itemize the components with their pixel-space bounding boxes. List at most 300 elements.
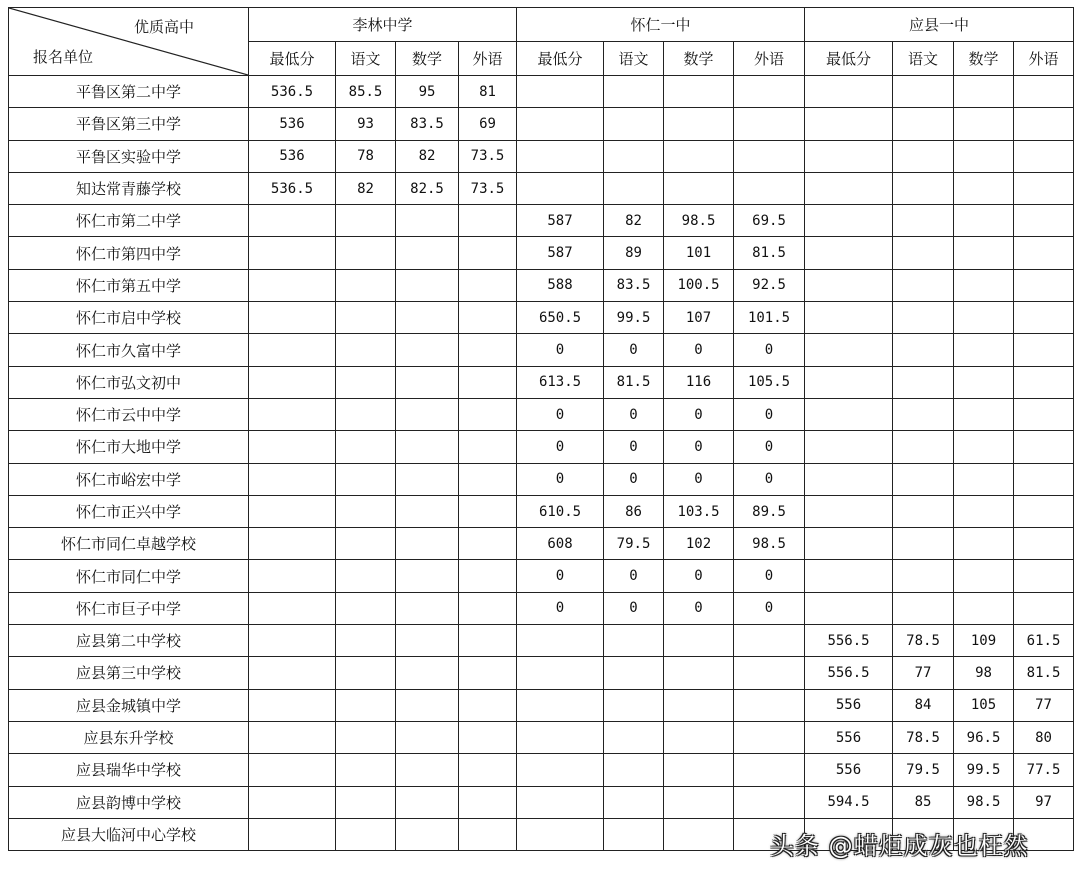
score-cell: 78.5 <box>893 721 954 753</box>
subcol-english: 外语 <box>459 42 517 76</box>
table-row <box>9 721 1074 753</box>
unit-name-cell: 应县金城镇中学 <box>9 689 249 721</box>
score-cell <box>664 786 734 818</box>
score-cell: 587 <box>517 205 604 237</box>
unit-name-cell: 应县东升学校 <box>9 721 249 753</box>
subcol-chinese: 语文 <box>604 42 664 76</box>
score-cell: 556.5 <box>805 657 893 689</box>
score-cell: 83.5 <box>396 108 459 140</box>
unit-name-cell: 知达常青藤学校 <box>9 172 249 204</box>
score-cell <box>336 205 396 237</box>
score-cell <box>954 398 1014 430</box>
score-cell <box>664 625 734 657</box>
score-cell <box>954 172 1014 204</box>
score-cell <box>249 334 336 366</box>
score-cell <box>664 108 734 140</box>
score-cell <box>396 657 459 689</box>
score-cell: 608 <box>517 528 604 560</box>
unit-name-cell: 应县韵博中学校 <box>9 786 249 818</box>
score-cell <box>805 140 893 172</box>
table-row <box>9 560 1074 592</box>
score-cell: 95 <box>396 76 459 108</box>
score-cell <box>249 657 336 689</box>
score-cell <box>336 463 396 495</box>
score-cell <box>336 431 396 463</box>
unit-name-cell: 怀仁市第四中学 <box>9 237 249 269</box>
score-cell <box>249 560 336 592</box>
subcol-min-score: 最低分 <box>249 42 336 76</box>
score-cell <box>396 237 459 269</box>
score-cell <box>249 689 336 721</box>
score-cell <box>517 108 604 140</box>
score-cell: 0 <box>734 334 805 366</box>
score-cell <box>954 592 1014 624</box>
unit-name-cell: 怀仁市久富中学 <box>9 334 249 366</box>
score-cell <box>459 721 517 753</box>
score-cell <box>1014 528 1074 560</box>
score-cell <box>604 657 664 689</box>
score-cell <box>734 172 805 204</box>
score-cell <box>954 560 1014 592</box>
table-row <box>9 172 1074 204</box>
table-row <box>9 689 1074 721</box>
table-row <box>9 302 1074 334</box>
score-cell <box>249 205 336 237</box>
score-cell <box>734 140 805 172</box>
score-cell <box>805 302 893 334</box>
score-cell: 89 <box>604 237 664 269</box>
score-cell: 0 <box>734 431 805 463</box>
subcol-math: 数学 <box>664 42 734 76</box>
score-cell: 82 <box>396 140 459 172</box>
score-cell: 69 <box>459 108 517 140</box>
score-cell <box>336 592 396 624</box>
subcol-math: 数学 <box>954 42 1014 76</box>
score-cell <box>1014 140 1074 172</box>
score-cell <box>1014 560 1074 592</box>
unit-name-cell: 怀仁市巨子中学 <box>9 592 249 624</box>
score-cell <box>396 754 459 786</box>
score-cell <box>893 398 954 430</box>
unit-name-cell: 怀仁市峪宏中学 <box>9 463 249 495</box>
unit-name-cell: 应县大临河中心学校 <box>9 818 249 850</box>
score-cell: 82.5 <box>396 172 459 204</box>
score-cell <box>1014 76 1074 108</box>
score-cell <box>336 560 396 592</box>
table-row <box>9 76 1074 108</box>
corner-header-cell <box>9 8 249 76</box>
table-row <box>9 625 1074 657</box>
score-cell <box>604 754 664 786</box>
score-cell: 105 <box>954 689 1014 721</box>
score-cell <box>954 205 1014 237</box>
score-cell <box>517 625 604 657</box>
score-cell: 103.5 <box>664 495 734 527</box>
score-cell <box>954 140 1014 172</box>
score-cell: 69.5 <box>734 205 805 237</box>
score-cell <box>459 205 517 237</box>
score-cell: 0 <box>664 592 734 624</box>
score-cell <box>893 172 954 204</box>
subcol-chinese: 语文 <box>336 42 396 76</box>
score-cell: 556 <box>805 721 893 753</box>
table-row <box>9 786 1074 818</box>
score-cell <box>249 528 336 560</box>
score-cell: 556.5 <box>805 625 893 657</box>
score-cell <box>734 721 805 753</box>
score-cell <box>954 237 1014 269</box>
score-cell <box>396 398 459 430</box>
score-cell <box>893 205 954 237</box>
score-cell <box>249 592 336 624</box>
score-cell: 556 <box>805 689 893 721</box>
score-cell <box>336 237 396 269</box>
table-row <box>9 495 1074 527</box>
score-cell: 97 <box>1014 786 1074 818</box>
unit-name-cell: 怀仁市第五中学 <box>9 269 249 301</box>
score-cell: 78.5 <box>893 625 954 657</box>
score-cell <box>893 366 954 398</box>
score-cell <box>396 431 459 463</box>
score-cell: 85 <box>893 786 954 818</box>
score-cell: 0 <box>734 463 805 495</box>
score-cell <box>664 140 734 172</box>
school-header-huairen: 怀仁一中 <box>517 8 805 42</box>
score-cell: 116 <box>664 366 734 398</box>
score-cell <box>249 818 336 850</box>
score-cell <box>396 818 459 850</box>
score-cell <box>249 721 336 753</box>
score-cell <box>249 431 336 463</box>
score-cell: 81.5 <box>1014 657 1074 689</box>
score-cell: 587 <box>517 237 604 269</box>
score-cell: 82 <box>336 172 396 204</box>
score-cell <box>664 818 734 850</box>
score-cell <box>893 334 954 366</box>
score-cell <box>734 625 805 657</box>
score-cell <box>1014 366 1074 398</box>
score-cell: 73.5 <box>459 172 517 204</box>
score-cell <box>459 786 517 818</box>
score-cell <box>459 818 517 850</box>
score-cell: 0 <box>604 560 664 592</box>
score-cell <box>396 560 459 592</box>
score-cell <box>396 592 459 624</box>
score-cell <box>734 786 805 818</box>
score-cell: 0 <box>734 592 805 624</box>
score-cell <box>664 754 734 786</box>
score-cell <box>805 269 893 301</box>
score-cell <box>459 528 517 560</box>
score-cell: 93 <box>336 108 396 140</box>
unit-name-cell: 应县瑞华中学校 <box>9 754 249 786</box>
unit-name-cell: 应县第二中学校 <box>9 625 249 657</box>
score-cell: 98 <box>954 657 1014 689</box>
score-cell: 89.5 <box>734 495 805 527</box>
score-cell: 102 <box>664 528 734 560</box>
score-cell <box>336 721 396 753</box>
score-cell <box>517 818 604 850</box>
score-cell <box>249 495 336 527</box>
score-cell <box>734 754 805 786</box>
score-cell: 85.5 <box>336 76 396 108</box>
score-cell: 0 <box>517 592 604 624</box>
score-cell: 77.5 <box>1014 754 1074 786</box>
score-cell: 650.5 <box>517 302 604 334</box>
score-cell: 0 <box>734 398 805 430</box>
unit-name-cell: 平鲁区第二中学 <box>9 76 249 108</box>
score-cell <box>805 334 893 366</box>
table-row <box>9 754 1074 786</box>
unit-name-cell: 怀仁市正兴中学 <box>9 495 249 527</box>
score-cell <box>336 786 396 818</box>
score-cell <box>459 657 517 689</box>
score-cell <box>517 754 604 786</box>
score-cell: 99.5 <box>604 302 664 334</box>
table-row <box>9 237 1074 269</box>
score-cell: 536.5 <box>249 172 336 204</box>
score-cell <box>954 431 1014 463</box>
score-cell <box>1014 205 1074 237</box>
score-cell <box>954 334 1014 366</box>
admission-score-table <box>8 7 1074 851</box>
score-cell <box>954 269 1014 301</box>
corner-label-high-school: 优质高中 <box>133 18 194 36</box>
table-row <box>9 366 1074 398</box>
score-cell <box>249 302 336 334</box>
score-cell: 96.5 <box>954 721 1014 753</box>
score-cell: 0 <box>664 334 734 366</box>
score-cell <box>459 592 517 624</box>
score-cell: 73.5 <box>459 140 517 172</box>
score-cell <box>1014 495 1074 527</box>
score-cell <box>893 76 954 108</box>
score-cell: 0 <box>517 431 604 463</box>
score-cell <box>604 786 664 818</box>
unit-name-cell: 怀仁市云中中学 <box>9 398 249 430</box>
score-cell <box>396 205 459 237</box>
subcol-chinese: 语文 <box>893 42 954 76</box>
score-cell: 99.5 <box>954 754 1014 786</box>
score-cell: 0 <box>664 431 734 463</box>
score-cell: 107 <box>664 302 734 334</box>
score-cell <box>805 463 893 495</box>
score-cell <box>604 108 664 140</box>
score-cell: 536 <box>249 140 336 172</box>
score-cell <box>604 818 664 850</box>
score-cell <box>1014 463 1074 495</box>
score-cell <box>459 302 517 334</box>
score-cell <box>954 76 1014 108</box>
score-cell <box>604 625 664 657</box>
score-cell: 98.5 <box>664 205 734 237</box>
score-cell <box>396 302 459 334</box>
unit-name-cell: 怀仁市第二中学 <box>9 205 249 237</box>
unit-name-cell: 应县第三中学校 <box>9 657 249 689</box>
score-cell <box>805 172 893 204</box>
score-cell <box>517 721 604 753</box>
score-cell: 105.5 <box>734 366 805 398</box>
score-cell <box>336 334 396 366</box>
school-header-yingxian: 应县一中 <box>805 8 1074 42</box>
unit-name-cell: 怀仁市同仁卓越学校 <box>9 528 249 560</box>
score-cell <box>459 237 517 269</box>
score-cell: 613.5 <box>517 366 604 398</box>
score-cell <box>805 366 893 398</box>
score-cell: 0 <box>517 334 604 366</box>
score-cell <box>249 269 336 301</box>
score-cell <box>1014 334 1074 366</box>
score-cell <box>954 495 1014 527</box>
score-cell: 100.5 <box>664 269 734 301</box>
score-cell: 81 <box>459 76 517 108</box>
table-row <box>9 398 1074 430</box>
score-cell <box>336 528 396 560</box>
score-cell <box>396 334 459 366</box>
score-cell: 588 <box>517 269 604 301</box>
score-cell <box>249 786 336 818</box>
table-row <box>9 140 1074 172</box>
score-cell <box>893 592 954 624</box>
score-cell <box>604 721 664 753</box>
school-header-lilin: 李林中学 <box>249 8 517 42</box>
watermark-text: 头条 @蜡炬成灰也枉然 <box>770 832 1029 860</box>
score-cell <box>249 463 336 495</box>
score-cell: 0 <box>517 463 604 495</box>
score-cell: 0 <box>604 463 664 495</box>
score-cell <box>336 269 396 301</box>
table-row <box>9 657 1074 689</box>
score-cell <box>249 366 336 398</box>
score-cell: 82 <box>604 205 664 237</box>
score-cell <box>805 528 893 560</box>
score-cell: 61.5 <box>1014 625 1074 657</box>
score-cell <box>664 689 734 721</box>
score-cell <box>664 172 734 204</box>
score-cell: 79.5 <box>893 754 954 786</box>
score-cell: 81.5 <box>604 366 664 398</box>
score-cell <box>954 302 1014 334</box>
score-cell: 536 <box>249 108 336 140</box>
unit-name-cell: 怀仁市弘文初中 <box>9 366 249 398</box>
score-cell <box>396 689 459 721</box>
score-cell: 78 <box>336 140 396 172</box>
score-cell <box>459 366 517 398</box>
score-cell <box>893 302 954 334</box>
score-cell <box>336 689 396 721</box>
score-cell <box>734 76 805 108</box>
score-cell <box>664 721 734 753</box>
score-cell <box>954 463 1014 495</box>
score-cell <box>1014 398 1074 430</box>
score-cell: 92.5 <box>734 269 805 301</box>
score-cell <box>459 269 517 301</box>
corner-label-unit: 报名单位 <box>33 48 94 66</box>
score-cell: 83.5 <box>604 269 664 301</box>
subcol-min-score: 最低分 <box>517 42 604 76</box>
score-cell <box>336 625 396 657</box>
score-cell <box>1014 269 1074 301</box>
score-cell <box>396 625 459 657</box>
score-cell: 0 <box>664 398 734 430</box>
table-row <box>9 205 1074 237</box>
score-cell <box>459 495 517 527</box>
score-cell <box>459 560 517 592</box>
unit-name-cell: 怀仁市启中学校 <box>9 302 249 334</box>
table-row <box>9 269 1074 301</box>
table-row <box>9 592 1074 624</box>
table-row <box>9 108 1074 140</box>
score-cell <box>1014 302 1074 334</box>
score-cell <box>893 463 954 495</box>
score-cell: 79.5 <box>604 528 664 560</box>
score-cell: 77 <box>1014 689 1074 721</box>
score-cell <box>954 366 1014 398</box>
score-cell: 610.5 <box>517 495 604 527</box>
score-cell <box>517 172 604 204</box>
score-cell <box>1014 237 1074 269</box>
unit-name-cell: 怀仁市大地中学 <box>9 431 249 463</box>
score-cell <box>893 108 954 140</box>
score-cell <box>734 108 805 140</box>
score-cell <box>396 366 459 398</box>
score-cell <box>954 528 1014 560</box>
unit-name-cell: 怀仁市同仁中学 <box>9 560 249 592</box>
table-row <box>9 528 1074 560</box>
subcol-math: 数学 <box>396 42 459 76</box>
score-cell <box>604 172 664 204</box>
score-cell <box>893 140 954 172</box>
score-cell <box>459 334 517 366</box>
score-cell: 536.5 <box>249 76 336 108</box>
score-cell <box>893 528 954 560</box>
score-cell <box>459 398 517 430</box>
table-row <box>9 334 1074 366</box>
score-cell: 81.5 <box>734 237 805 269</box>
score-cell: 0 <box>604 334 664 366</box>
score-cell <box>517 689 604 721</box>
score-cell: 556 <box>805 754 893 786</box>
score-cell <box>805 398 893 430</box>
score-cell <box>459 431 517 463</box>
score-cell: 0 <box>517 560 604 592</box>
score-cell <box>336 302 396 334</box>
score-cell <box>805 495 893 527</box>
score-cell <box>893 431 954 463</box>
score-cell <box>1014 431 1074 463</box>
score-cell: 109 <box>954 625 1014 657</box>
score-cell <box>517 76 604 108</box>
score-cell <box>805 237 893 269</box>
score-cell <box>893 269 954 301</box>
score-cell <box>805 560 893 592</box>
score-cell <box>805 431 893 463</box>
score-cell <box>1014 592 1074 624</box>
score-cell <box>249 625 336 657</box>
score-cell <box>517 657 604 689</box>
score-cell: 77 <box>893 657 954 689</box>
score-cell: 84 <box>893 689 954 721</box>
score-cell <box>1014 172 1074 204</box>
score-cell <box>336 818 396 850</box>
score-cell: 80 <box>1014 721 1074 753</box>
score-cell: 86 <box>604 495 664 527</box>
score-cell <box>805 592 893 624</box>
score-cell <box>517 140 604 172</box>
score-cell <box>336 754 396 786</box>
unit-name-cell: 平鲁区第三中学 <box>9 108 249 140</box>
score-cell <box>459 463 517 495</box>
